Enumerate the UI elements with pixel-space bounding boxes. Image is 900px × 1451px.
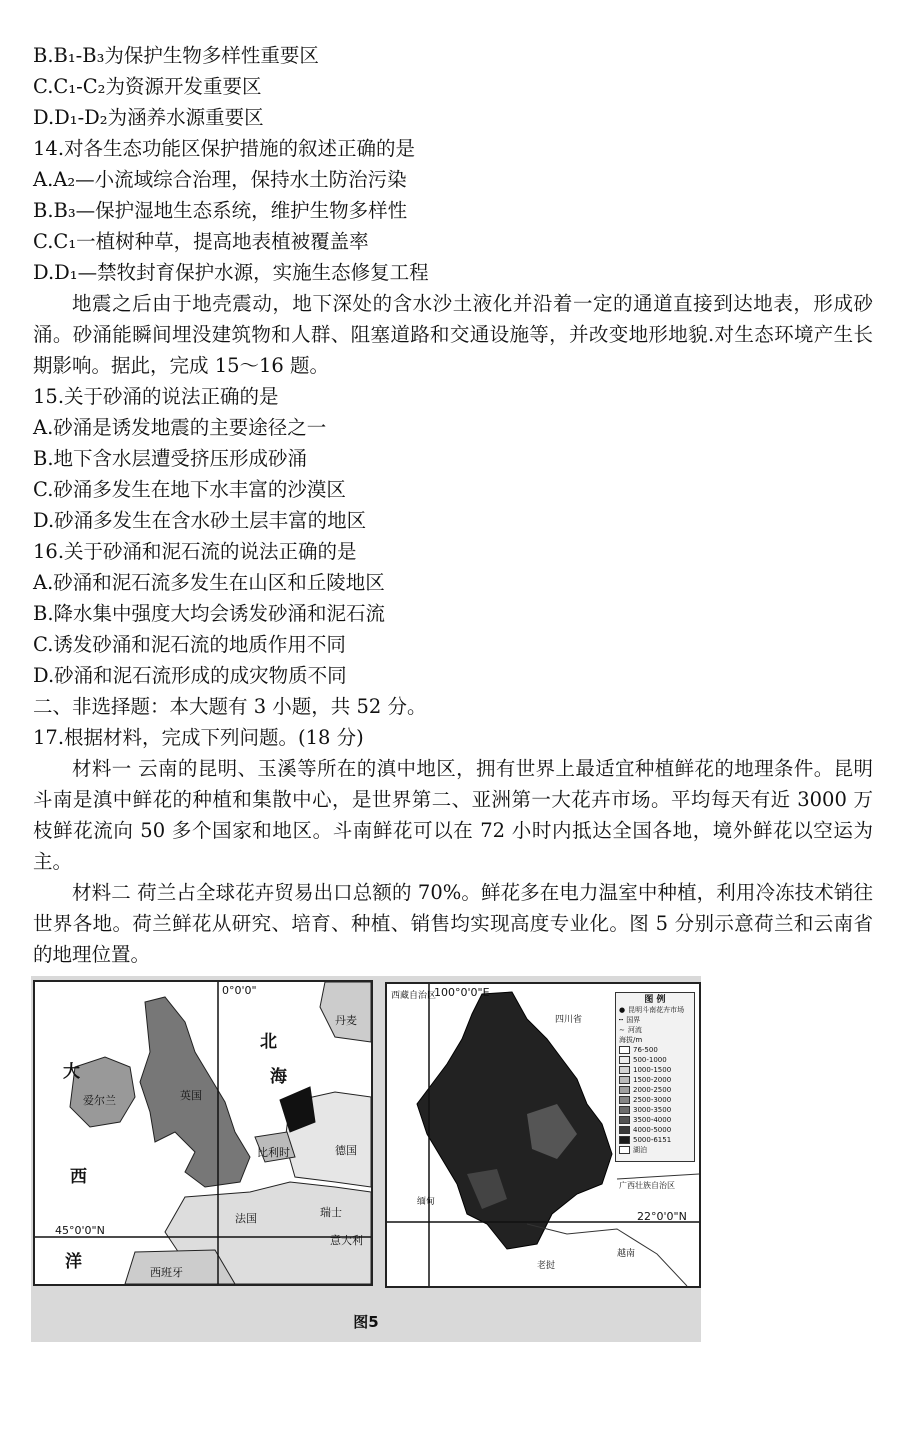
elev-swatch <box>619 1096 630 1104</box>
text-line: B.降水集中强度大均会诱发砂涌和泥石流 <box>33 602 386 625</box>
text-line: 16.关于砂涌和泥石流的说法正确的是 <box>33 540 357 563</box>
denmark-label: 丹麦 <box>335 1014 357 1027</box>
text-line: A.砂涌和泥石流多发生在山区和丘陵地区 <box>33 571 385 594</box>
elev-swatch <box>619 1076 630 1084</box>
text-line: 14.对各生态功能区保护措施的叙述正确的是 <box>33 137 416 160</box>
text-line: B.B₁-B₃为保护生物多样性重要区 <box>33 44 319 67</box>
elev-swatch <box>619 1046 630 1054</box>
text-line: C.C₁一植树种草，提高地表植被覆盖率 <box>33 230 369 253</box>
text-line: A.A₂—小流域综合治理，保持水土防治污染 <box>33 168 407 191</box>
atlantic-label-2: 西 <box>70 1167 87 1187</box>
material-two: 材料二 荷兰占全球花卉贸易出口总额的 70%。鲜花多在电力温室中种植，利用冷冻技术销往世界各地。荷兰鲜花从研究、培育、种植、销售均实现高度专业化。图 5 分别示意荷兰和云南省的地理位置。 <box>33 881 873 966</box>
legend-item-market: 昆明斗南花卉市场 <box>628 1006 685 1014</box>
elev-range-label: 500-1000 <box>633 1056 667 1064</box>
italy-label: 意大利 <box>330 1234 363 1247</box>
legend-elev-row <box>619 1055 691 1065</box>
belgium-label: 比利时 <box>257 1146 290 1159</box>
lake-swatch <box>619 1146 630 1154</box>
legend-elev-row <box>619 1105 691 1115</box>
map-europe <box>33 980 373 1286</box>
text-line: D.砂涌多发生在含水砂土层丰富的地区 <box>33 509 367 532</box>
legend-elev-row <box>619 1065 691 1075</box>
text-line: 15.关于砂涌的说法正确的是 <box>33 385 279 408</box>
legend-elev-row <box>619 1075 691 1085</box>
legend-item-river: 河流 <box>627 1026 642 1034</box>
text-line: 17.根据材料，完成下列问题。(18 分) <box>33 726 364 749</box>
elev-range-label: 3000-3500 <box>633 1106 672 1114</box>
elev-swatch <box>619 1086 630 1094</box>
elev-swatch <box>619 1056 630 1064</box>
uk-label: 英国 <box>180 1089 202 1102</box>
sichuan-label: 四川省 <box>555 1015 583 1025</box>
elev-swatch <box>619 1136 630 1144</box>
text-line: 二、非选择题：本大题有 3 小题，共 52 分。 <box>33 695 427 718</box>
material-one: 材料一 云南的昆明、玉溪等所在的滇中地区，拥有世界上最适宜种植鲜花的地理条件。昆明斗南是滇中鲜花的种植和集散中心，是世界第二、亚洲第一大花卉市场。平均每天有近 3000 万枝鲜花流向 50 多个国家和地区。斗南鲜花可以在 72 小时内抵达全国各地，境外鲜花以空运为主。 <box>33 757 873 873</box>
elev-range-label: 1500-2000 <box>633 1076 672 1084</box>
figure-caption: 图5 <box>353 1313 379 1331</box>
elev-range-label: 3500-4000 <box>633 1116 672 1124</box>
legend-title: 图 例 <box>644 995 666 1005</box>
text-line: D.D₁-D₂为涵养水源重要区 <box>33 106 264 129</box>
elev-range-label: 5000-6151 <box>633 1136 672 1144</box>
spain-label: 西班牙 <box>150 1266 183 1279</box>
lat-label-45: 45°0'0"N <box>55 1224 105 1237</box>
legend-elev-row <box>619 1135 691 1145</box>
legend-item-border: 国界 <box>626 1016 641 1024</box>
text-line: C.砂涌多发生在地下水丰富的沙漠区 <box>33 478 346 501</box>
elev-swatch <box>619 1106 630 1114</box>
tibet-label: 西藏自治区 <box>391 991 437 1001</box>
passage-sand-boil: 地震之后由于地壳震动，地下深处的含水沙土液化并沿着一定的通道直接到达地表，形成砂涌。砂涌能瞬间埋没建筑物和人群、阻塞道路和交通设施等，并改变地形地貌.对生态环境产生长期影响。据此，完成 15～16 题。 <box>33 292 873 377</box>
document-text <box>33 40 873 970</box>
legend-elev-row <box>619 1045 691 1055</box>
text-line: D.砂涌和泥石流形成的成灾物质不同 <box>33 664 347 687</box>
map-yunnan <box>385 982 701 1288</box>
flower-market-icon: ● <box>619 1006 626 1014</box>
legend-elev-row <box>619 1095 691 1105</box>
guangxi-label: 广西壮族自治区 <box>619 1181 675 1190</box>
legend-lake: 湖泊 <box>633 1146 647 1154</box>
text-line: D.D₁—禁牧封育保护水源，实施生态修复工程 <box>33 261 429 284</box>
lon-label-0: 0°0'0" <box>222 984 257 997</box>
germany-label: 德国 <box>335 1144 357 1157</box>
river-line-icon: ∼ <box>619 1026 625 1034</box>
switzerland-label: 瑞士 <box>320 1206 342 1219</box>
lat-label-22: 22°0'0"N <box>637 1210 687 1223</box>
vietnam-label: 越南 <box>617 1249 636 1259</box>
elev-range-label: 4000-5000 <box>633 1126 672 1134</box>
elev-range-label: 1000-1500 <box>633 1066 672 1074</box>
elev-range-label: 76-500 <box>633 1046 658 1054</box>
elev-swatch <box>619 1126 630 1134</box>
text-line: C.诱发砂涌和泥石流的地质作用不同 <box>33 633 346 656</box>
lon-label-100: 100°0'0"E <box>434 986 490 999</box>
myanmar-label: 缅甸 <box>417 1197 436 1207</box>
text-line: A.砂涌是诱发地震的主要途径之一 <box>33 416 327 439</box>
north-sea-label-2: 海 <box>270 1067 287 1087</box>
border-line-icon: ┅ <box>619 1016 624 1024</box>
europe-map-graphic <box>35 982 371 1284</box>
elev-range-label: 2500-3000 <box>633 1096 672 1104</box>
ireland-label: 爱尔兰 <box>83 1094 116 1107</box>
elev-swatch <box>619 1116 630 1124</box>
figure-5 <box>31 976 701 1342</box>
text-line: C.C₁-C₂为资源开发重要区 <box>33 75 262 98</box>
legend-elev-row <box>619 1115 691 1125</box>
france-label: 法国 <box>235 1212 257 1225</box>
legend-elev-title: 海拔/m <box>619 1036 643 1044</box>
map-legend <box>615 992 695 1162</box>
legend-elev-row <box>619 1085 691 1095</box>
elev-swatch <box>619 1066 630 1074</box>
text-line: B.地下含水层遭受挤压形成砂涌 <box>33 447 308 470</box>
laos-label: 老挝 <box>537 1261 556 1271</box>
elev-range-label: 2000-2500 <box>633 1086 672 1094</box>
atlantic-label-1: 大 <box>63 1062 80 1082</box>
legend-elev-row <box>619 1125 691 1135</box>
atlantic-label-3: 洋 <box>65 1252 82 1272</box>
text-line: B.B₃—保护湿地生态系统，维护生物多样性 <box>33 199 408 222</box>
north-sea-label-1: 北 <box>260 1032 277 1052</box>
